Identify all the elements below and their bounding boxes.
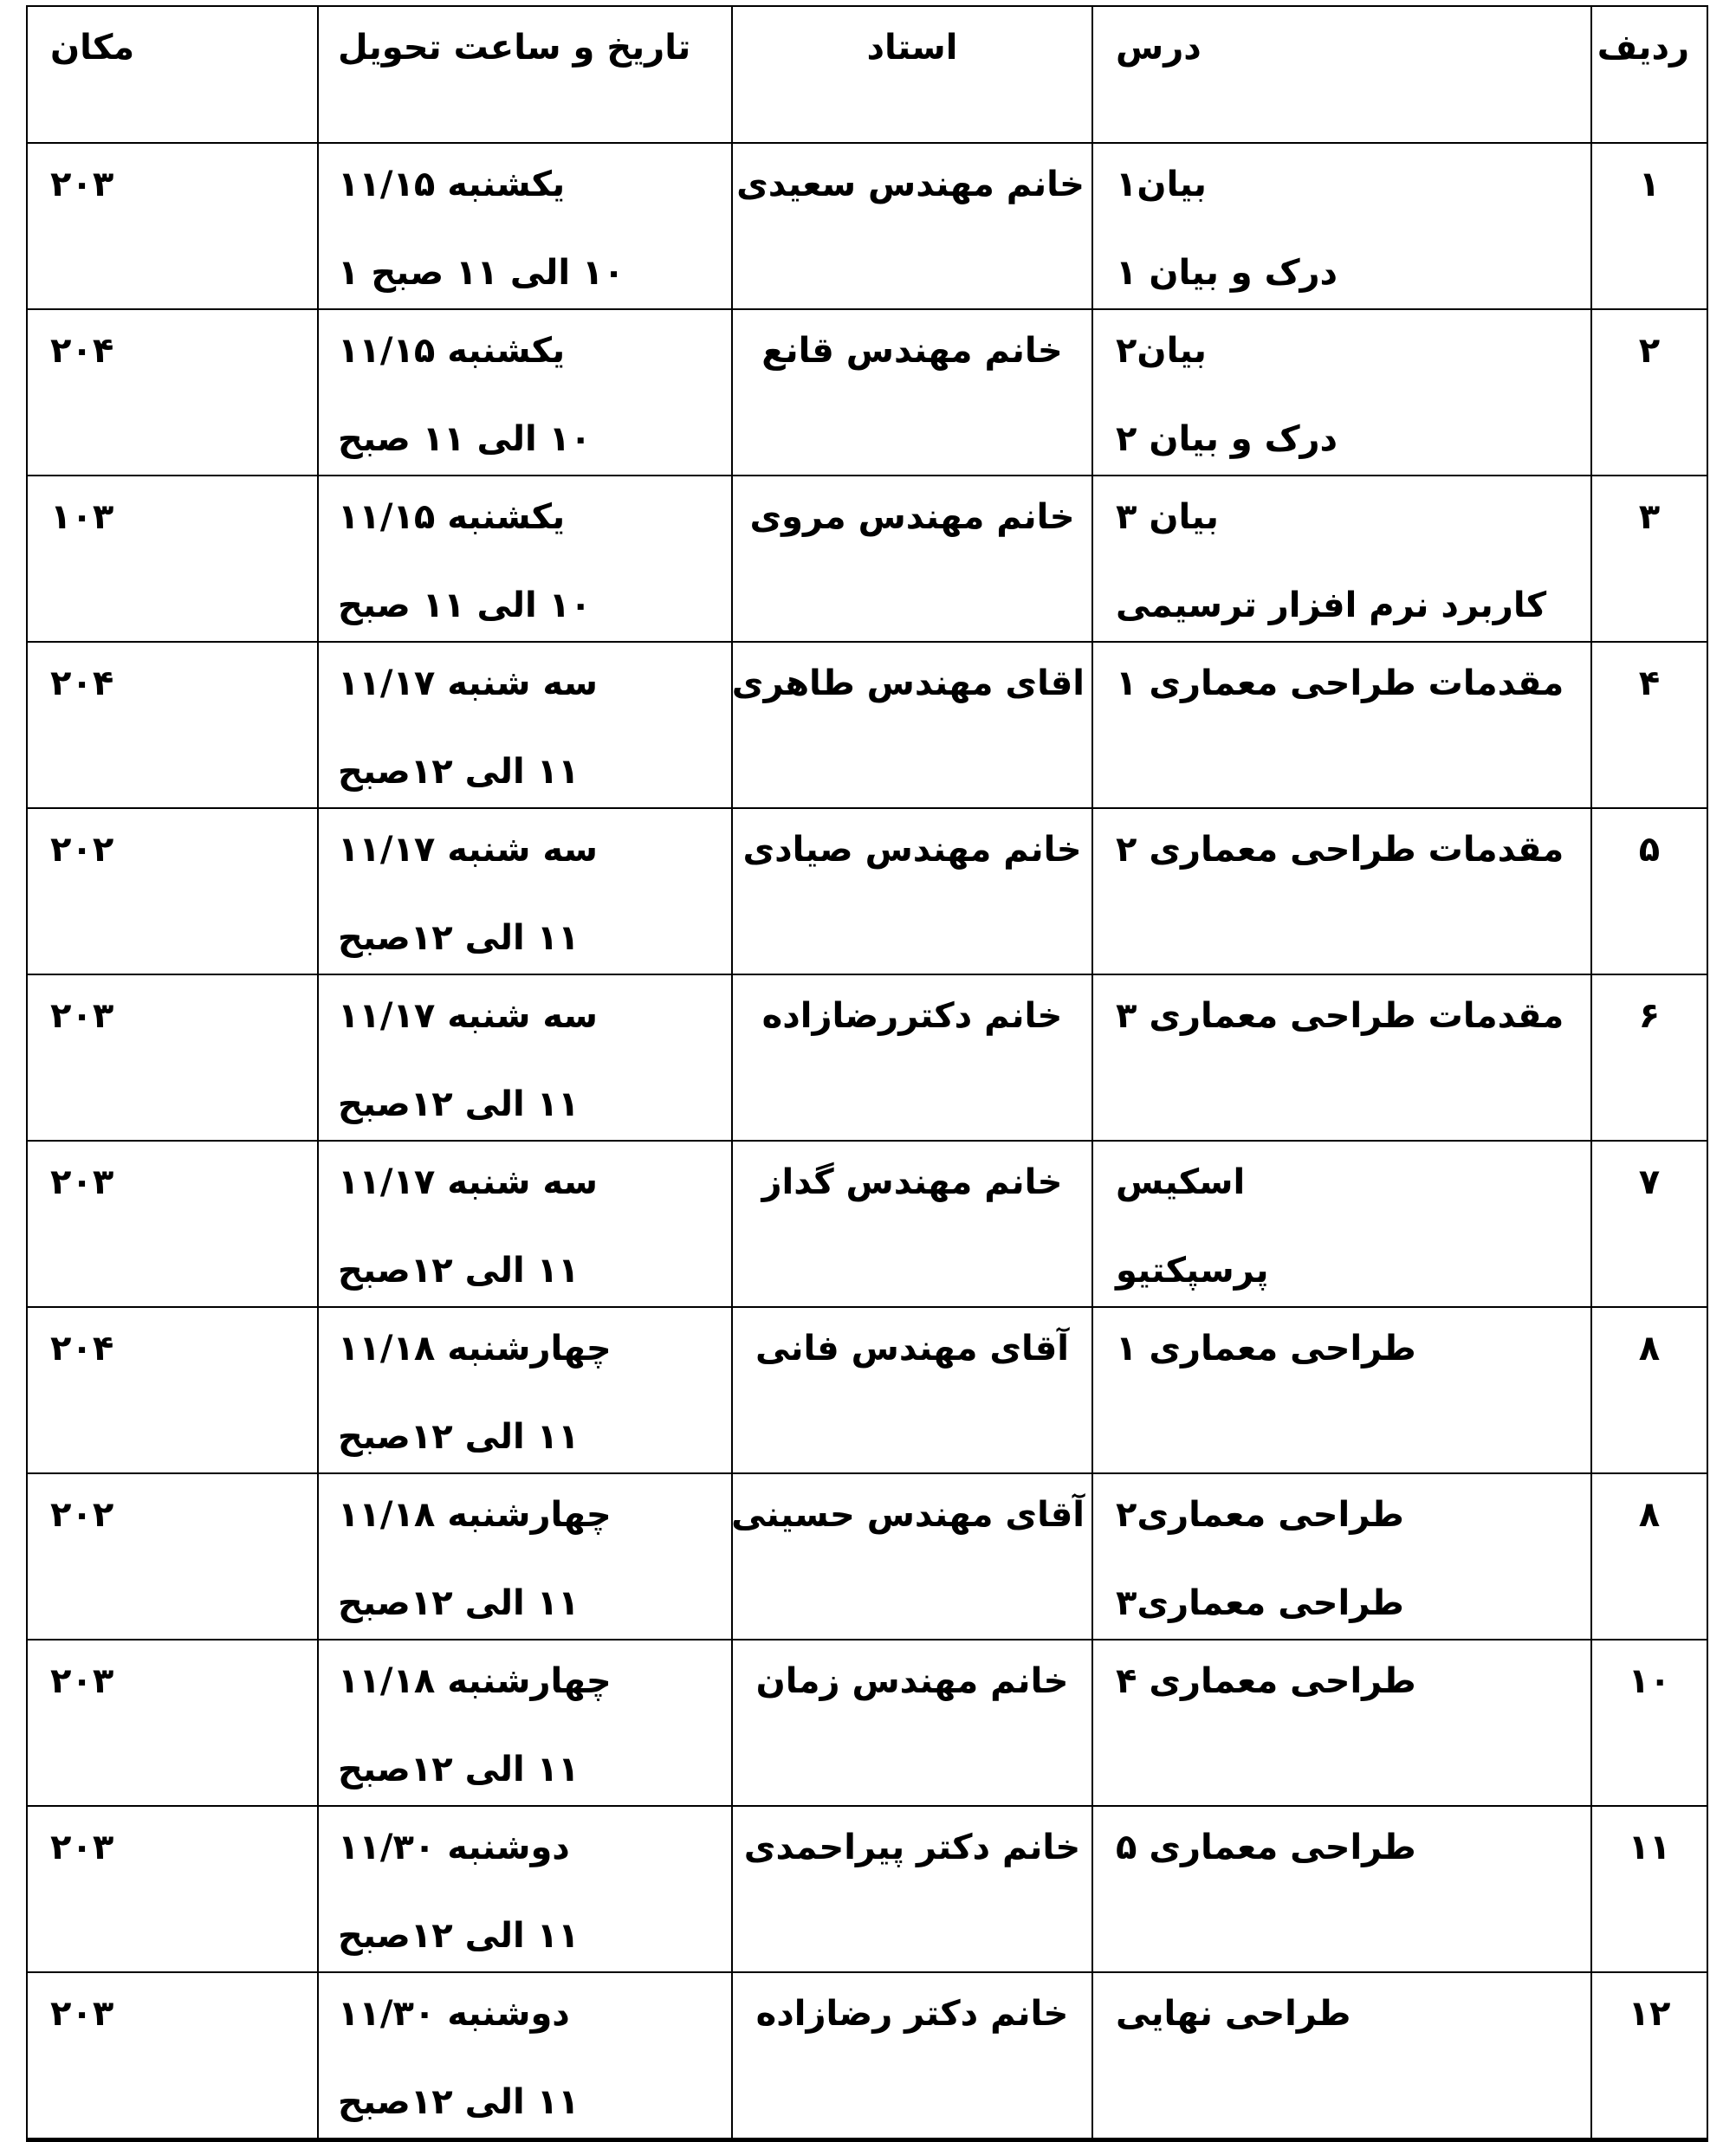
cell-location xyxy=(27,476,318,642)
cell-row-no xyxy=(1591,1307,1707,1473)
cell-datetime-line-2: ۱۱ الی ۱۲صبح xyxy=(338,1417,580,1457)
cell-datetime-line-1: یکشنبه ۱۱/۱۵ xyxy=(338,165,566,204)
cell-row-no xyxy=(1591,974,1707,1141)
cell-location xyxy=(27,1307,318,1473)
table-row xyxy=(27,476,1707,642)
cell-course-line-2: درک و بیان ۱ xyxy=(1116,253,1338,293)
table-row xyxy=(27,143,1707,309)
cell-course-line-2: درک و بیان ۲ xyxy=(1116,419,1338,459)
cell-datetime-line-1: یکشنبه ۱۱/۱۵ xyxy=(338,331,566,371)
table-row xyxy=(27,1640,1707,1806)
cell-instructor xyxy=(732,1640,1092,1806)
cell-datetime-line-1: دوشنبه ۱۱/۳۰ xyxy=(338,1994,570,2034)
cell-location xyxy=(27,1806,318,1972)
cell-course xyxy=(1092,143,1591,309)
cell-course-line-1: طراحی نهایی xyxy=(1116,1994,1351,2034)
cell-datetime-line-1: چهارشنبه ۱۱/۱۸ xyxy=(338,1661,612,1701)
cell-row-no-line-1: ۱۱ xyxy=(1628,1828,1671,1867)
cell-location-line-1: ۲۰۳ xyxy=(50,165,114,204)
cell-datetime-line-1: دوشنبه ۱۱/۳۰ xyxy=(338,1828,570,1867)
column-header-instructor: استاد xyxy=(732,6,1092,143)
column-header-course: درس xyxy=(1092,6,1591,143)
cell-instructor xyxy=(732,1307,1092,1473)
table-row xyxy=(27,1806,1707,1972)
cell-location-line-1: ۲۰۴ xyxy=(50,663,114,703)
cell-instructor xyxy=(732,1806,1092,1972)
cell-datetime-line-2: ۱۱ الی ۱۲صبح xyxy=(338,1251,580,1291)
cell-instructor-line-1: اقای مهندس طاهری xyxy=(731,663,1085,703)
cell-datetime-line-2: ۱۱ الی ۱۲صبح xyxy=(338,1750,580,1789)
cell-course-line-1: اسکیس xyxy=(1116,1162,1246,1202)
cell-row-no xyxy=(1591,808,1707,974)
cell-instructor-line-1: خانم دکتررضازاده xyxy=(761,996,1063,1036)
cell-datetime xyxy=(318,143,732,309)
cell-instructor xyxy=(732,974,1092,1141)
cell-datetime-line-2: ۱۰ الی ۱۱ صبح xyxy=(338,419,592,459)
cell-datetime-line-1: سه شنبه ۱۱/۱۷ xyxy=(338,663,598,703)
cell-location-line-1: ۲۰۳ xyxy=(50,1828,114,1867)
cell-location xyxy=(27,1640,318,1806)
cell-datetime-line-1: سه شنبه ۱۱/۱۷ xyxy=(338,830,598,870)
cell-datetime-line-1: چهارشنبه ۱۱/۱۸ xyxy=(338,1495,612,1535)
column-header-row-no: ردیف xyxy=(1591,6,1707,143)
header-row xyxy=(27,6,1707,143)
cell-instructor-line-1: آقای مهندس فانی xyxy=(755,1329,1069,1369)
cell-datetime-line-2: ۱۱ الی ۱۲صبح xyxy=(338,2082,580,2122)
cell-row-no xyxy=(1591,309,1707,476)
cell-datetime xyxy=(318,1972,732,2140)
cell-instructor xyxy=(732,642,1092,808)
cell-instructor-line-1: خانم مهندس قانع xyxy=(761,331,1063,371)
cell-row-no xyxy=(1591,1640,1707,1806)
cell-row-no xyxy=(1591,143,1707,309)
table-row xyxy=(27,974,1707,1141)
cell-location-line-1: ۲۰۳ xyxy=(50,1661,114,1701)
cell-location-line-1: ۲۰۳ xyxy=(50,1994,114,2034)
column-header-location: مکان xyxy=(27,6,318,143)
cell-location-line-1: ۲۰۲ xyxy=(50,1495,114,1535)
table-row xyxy=(27,1473,1707,1640)
cell-datetime xyxy=(318,974,732,1141)
cell-course-line-2: پرسپکتیو xyxy=(1116,1251,1269,1291)
cell-location-line-1: ۲۰۴ xyxy=(50,1329,114,1369)
cell-course xyxy=(1092,309,1591,476)
table-row xyxy=(27,1141,1707,1307)
cell-datetime-line-2: ۱۱ الی ۱۲صبح xyxy=(338,1916,580,1956)
cell-row-no xyxy=(1591,1972,1707,2140)
cell-row-no xyxy=(1591,1141,1707,1307)
cell-course-line-2: طراحی معماری۳ xyxy=(1116,1583,1404,1623)
cell-course xyxy=(1092,974,1591,1141)
cell-row-no-line-1: ۱۲ xyxy=(1628,1994,1671,2034)
cell-row-no xyxy=(1591,1806,1707,1972)
cell-datetime-line-1: یکشنبه ۱۱/۱۵ xyxy=(338,497,566,537)
cell-row-no-line-1: ۸ xyxy=(1638,1329,1661,1369)
table-body xyxy=(27,143,1707,2140)
cell-location xyxy=(27,1473,318,1640)
cell-instructor xyxy=(732,143,1092,309)
cell-row-no-line-1: ۸ xyxy=(1638,1495,1661,1535)
cell-datetime xyxy=(318,476,732,642)
cell-row-no xyxy=(1591,1473,1707,1640)
cell-instructor-line-1: خانم مهندس صیادی xyxy=(742,830,1082,870)
cell-location xyxy=(27,808,318,974)
cell-datetime-line-1: چهارشنبه ۱۱/۱۸ xyxy=(338,1329,612,1369)
cell-datetime-line-2: ۱۱ الی ۱۲صبح xyxy=(338,918,580,958)
cell-location xyxy=(27,642,318,808)
cell-row-no-line-1: ۱۰ xyxy=(1628,1661,1671,1701)
course-delivery-schedule-table xyxy=(26,5,1708,2142)
cell-datetime xyxy=(318,1806,732,1972)
cell-course-line-1: بیان۱ xyxy=(1116,165,1207,204)
cell-course xyxy=(1092,1473,1591,1640)
cell-instructor xyxy=(732,1972,1092,2140)
cell-course-line-1: بیان ۳ xyxy=(1116,497,1219,537)
cell-row-no-line-1: ۵ xyxy=(1638,830,1661,870)
cell-course xyxy=(1092,1972,1591,2140)
cell-instructor xyxy=(732,1141,1092,1307)
table-row xyxy=(27,1307,1707,1473)
cell-row-no-line-1: ۶ xyxy=(1638,996,1661,1036)
cell-datetime-line-2: ۱۱ الی ۱۲صبح xyxy=(338,1583,580,1623)
cell-instructor xyxy=(732,476,1092,642)
cell-location xyxy=(27,974,318,1141)
cell-course-line-1: بیان۲ xyxy=(1116,331,1207,371)
cell-datetime xyxy=(318,1141,732,1307)
cell-course-line-1: طراحی معماری ۵ xyxy=(1116,1828,1416,1867)
cell-datetime xyxy=(318,309,732,476)
cell-instructor xyxy=(732,1473,1092,1640)
cell-course xyxy=(1092,808,1591,974)
cell-datetime-line-2: ۱۰ الی ۱۱ صبح ۱ xyxy=(338,253,625,293)
cell-row-no-line-1: ۲ xyxy=(1638,331,1661,371)
cell-course-line-1: طراحی معماری ۴ xyxy=(1116,1661,1416,1701)
cell-instructor xyxy=(732,808,1092,974)
cell-location-line-1: ۲۰۳ xyxy=(50,996,114,1036)
cell-instructor-line-1: خانم مهندس گداز xyxy=(761,1162,1063,1202)
cell-course-line-1: مقدمات طراحی معماری ۳ xyxy=(1116,996,1564,1036)
cell-row-no-line-1: ۷ xyxy=(1638,1162,1661,1202)
cell-datetime-line-1: سه شنبه ۱۱/۱۷ xyxy=(338,1162,598,1202)
cell-instructor-line-1: خانم دکتر رضازاده xyxy=(755,1994,1069,2034)
cell-course xyxy=(1092,1806,1591,1972)
cell-location-line-1: ۲۰۴ xyxy=(50,331,114,371)
cell-instructor xyxy=(732,309,1092,476)
cell-location xyxy=(27,309,318,476)
cell-instructor-line-1: آقای مهندس حسینی xyxy=(731,1495,1085,1535)
column-header-datetime: تاریخ و ساعت تحویل xyxy=(318,6,732,143)
cell-course xyxy=(1092,1307,1591,1473)
cell-row-no-line-1: ۴ xyxy=(1638,663,1661,703)
cell-course-line-2: کاربرد نرم افزار ترسیمی xyxy=(1116,586,1547,625)
cell-datetime xyxy=(318,1473,732,1640)
cell-datetime xyxy=(318,1307,732,1473)
cell-row-no xyxy=(1591,642,1707,808)
cell-row-no xyxy=(1591,476,1707,642)
cell-datetime xyxy=(318,808,732,974)
table-row xyxy=(27,642,1707,808)
cell-instructor-line-1: خانم مهندس زمان xyxy=(755,1661,1069,1701)
table-row xyxy=(27,309,1707,476)
cell-instructor-line-1: خانم مهندس مروی xyxy=(749,497,1075,537)
cell-course xyxy=(1092,1141,1591,1307)
cell-course xyxy=(1092,1640,1591,1806)
cell-location xyxy=(27,1972,318,2140)
cell-row-no-line-1: ۳ xyxy=(1638,497,1661,537)
cell-location xyxy=(27,1141,318,1307)
cell-location xyxy=(27,143,318,309)
cell-location-line-1: ۲۰۲ xyxy=(50,830,114,870)
cell-location-line-1: ۲۰۳ xyxy=(50,1162,114,1202)
cell-datetime-line-2: ۱۱ الی ۱۲صبح xyxy=(338,752,580,792)
cell-datetime xyxy=(318,642,732,808)
cell-course-line-1: مقدمات طراحی معماری ۲ xyxy=(1116,830,1564,870)
cell-course xyxy=(1092,476,1591,642)
cell-datetime-line-2: ۱۰ الی ۱۱ صبح xyxy=(338,586,592,625)
cell-location-line-1: ۱۰۳ xyxy=(50,497,114,537)
table-row xyxy=(27,1972,1707,2140)
table-row xyxy=(27,808,1707,974)
table-header xyxy=(27,6,1707,143)
cell-instructor-line-1: خانم دکتر پیراحمدی xyxy=(743,1828,1081,1867)
cell-datetime xyxy=(318,1640,732,1806)
cell-datetime-line-2: ۱۱ الی ۱۲صبح xyxy=(338,1084,580,1124)
cell-instructor-line-1: خانم مهندس سعیدی xyxy=(736,165,1085,204)
cell-course-line-1: طراحی معماری۲ xyxy=(1116,1495,1404,1535)
cell-course xyxy=(1092,642,1591,808)
cell-course-line-1: طراحی معماری ۱ xyxy=(1116,1329,1416,1369)
cell-row-no-line-1: ۱ xyxy=(1638,165,1661,204)
cell-datetime-line-1: سه شنبه ۱۱/۱۷ xyxy=(338,996,598,1036)
cell-course-line-1: مقدمات طراحی معماری ۱ xyxy=(1116,663,1564,703)
